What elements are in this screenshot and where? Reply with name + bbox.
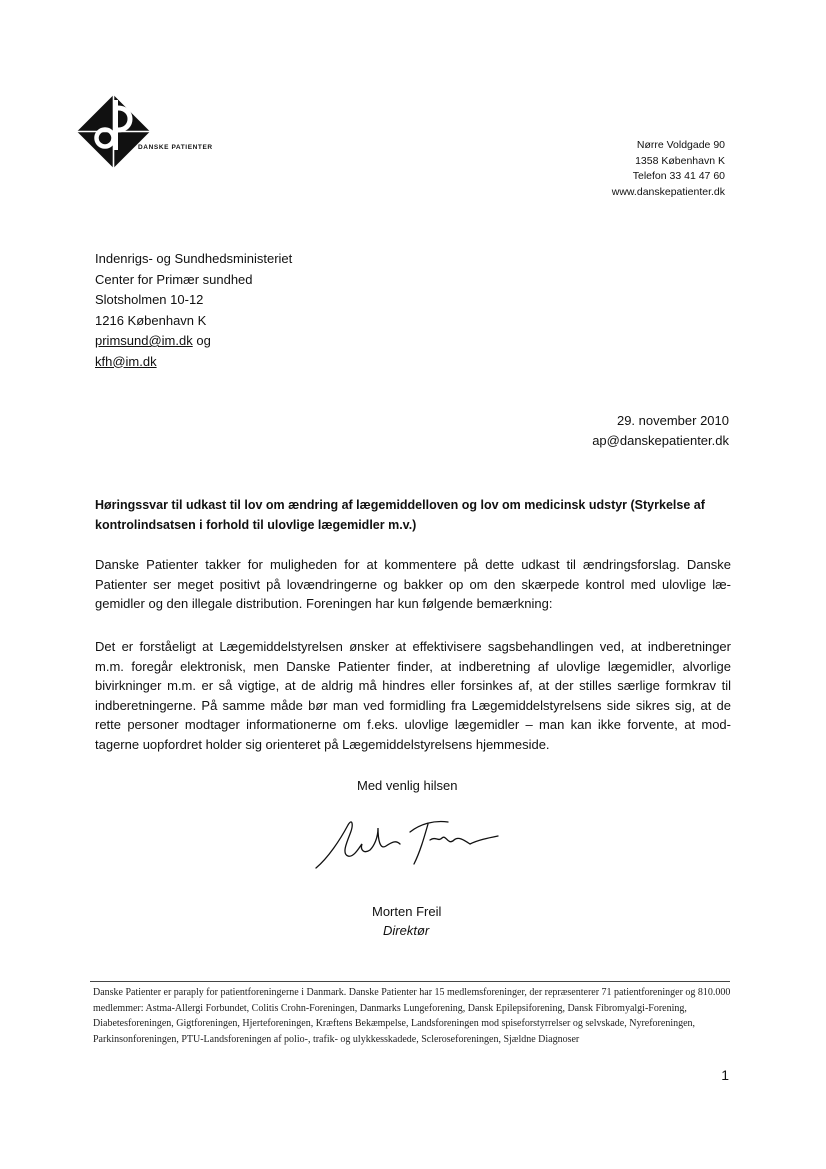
- recipient-line-4: 1216 København K: [95, 312, 207, 328]
- sender-phone: Telefon 33 41 47 60: [632, 170, 725, 182]
- body-paragraph-1: Danske Patienter takker for muligheden for at kommentere på dette udkast til ændringsforslag. Danske Patienter ser meget positivt på lovændringerne og bakker op om den skærpede kontrol med ulovlige læ-gemidler og den illegale distribution. Foreningen har kun følgende bemærkning:: [95, 557, 731, 611]
- signer-block: [372, 902, 441, 940]
- signer-title: Direktør: [383, 923, 430, 938]
- recipient-email-link-2[interactable]: kfh@im.dk: [95, 353, 157, 369]
- logo-wordmark: DANSKE PATIENTER: [138, 144, 213, 151]
- recipient-email-line: [95, 331, 292, 352]
- sender-city: 1358 København K: [635, 154, 725, 167]
- sender-street: Nørre Voldgade 90: [636, 139, 725, 151]
- signature-icon: [308, 810, 508, 875]
- recipient-email-link-1[interactable]: primsund@im.dk: [95, 333, 193, 348]
- letter-subject: Høringssvar til udkast til lov om ændring af lægemiddelloven og lov om medicinsk udstyr (Styrkelse af kontrolindsatsen i forhold til ulovlige lægemidler m.v.): [95, 498, 705, 532]
- page-number: 1: [721, 1067, 729, 1083]
- sender-website[interactable]: www.danskepatienter.dk: [611, 185, 725, 198]
- date-block: [592, 411, 729, 451]
- footer-text: Danske Patienter er paraply for patientforeningerne i Danmark. Danske Patienter har 15 medlemsforeninger, der repræsenterer 71 patientforeninger og 810.000 medlemmer: Astma-Allergi Forbundet, Colitis Crohn-Foreningen, Danmarks Lungeforening, Dansk Epilepsiforening, Dansk Fibromyalgi-Forening, Diabetesforeningen, Gigtforeningen, Hjerteforeningen, Kræftens Bekæmpelse, Landsforeningen mod spiseforstyrrelser og selvskade, Nyreforeningen, Parkinsonforeningen, PTU-Landsforeningen af polio-, trafik- og ulykkesskadede, Scleroseforeningen, Sjældne Diagnoser: [93, 987, 731, 1045]
- footer-divider: [90, 981, 730, 982]
- body-paragraph-2: Det er forståeligt at Lægemiddelstyrelsen ønsker at effektivisere sagsbehandlingen ved, at indberetninger m.m. foregår elektronisk, men Danske Patienter finder, at indberetning af ulovlige lægemidler, alvorlige bivirkninger m.m. er så vigtige, at de aldrig må hindres eller forsinkes af, at der stilles særlige formkrav til indberetningerne. På samme måde bør man ved formidling fra Lægemiddelstyrelsens side sikres sig, at de rette personer modtager informationerne om f.eks. ulovlige lægemidler – man kan ikke forvente, at mod-tagerne uopfordret holder sig orienteret på Lægemiddelstyrelsens hjemmeside.: [95, 639, 731, 752]
- sender-address: [612, 138, 725, 200]
- diamond-dp-logo-icon: [76, 94, 151, 169]
- email-joiner: og: [192, 333, 211, 348]
- recipient-line-1: Indenrigs- og Sundhedsministeriet: [95, 251, 293, 266]
- recipient-email-line-2: [95, 352, 292, 373]
- signer-name: Morten Freil: [372, 904, 442, 919]
- recipient-line-3: Slotsholmen 10-12: [95, 292, 204, 307]
- danske-patienter-logo: [76, 94, 296, 169]
- recipient-line-2: Center for Primær sundhed: [95, 271, 253, 287]
- sender-email: ap@danskepatienter.dk: [592, 433, 729, 448]
- closing-greeting: Med venlig hilsen: [357, 778, 458, 793]
- recipient-address: [95, 249, 292, 372]
- handwritten-signature: [308, 810, 508, 880]
- letter-date: 29. november 2010: [616, 413, 729, 428]
